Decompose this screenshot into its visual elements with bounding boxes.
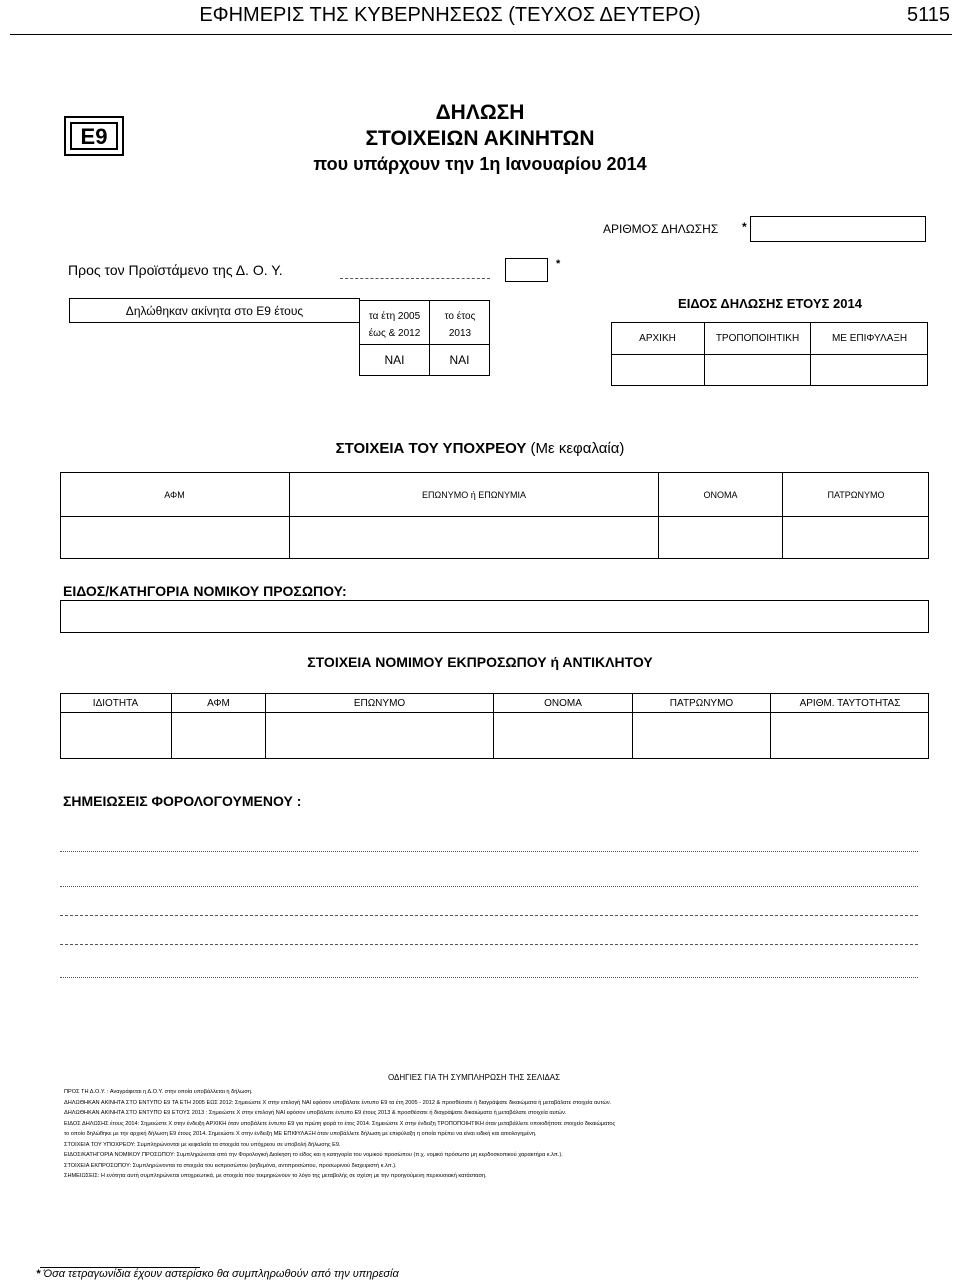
rep-col-capacity: ΙΔΙΟΤΗΤΑ — [92, 697, 139, 709]
notes-area[interactable] — [60, 820, 920, 990]
representative-title: ΣΤΟΙΧΕΙΑ ΝΟΜΙΜΟΥ ΕΚΠΡΟΣΩΠΟΥ ή ΑΝΤΙΚΛΗΤΟΥ — [307, 654, 653, 670]
type-initial-checkbox[interactable] — [612, 356, 703, 385]
declaration-number-field[interactable] — [750, 216, 926, 242]
instructions-title: ΟΔΗΓΙΕΣ ΓΙΑ ΤΗ ΣΥΜΠΛΗΡΩΣΗ ΤΗΣ ΣΕΛΙΔΑΣ — [388, 1073, 561, 1082]
taxpayer-name-field[interactable] — [660, 518, 781, 558]
taxpayer-title-note: (Με κεφαλαία) — [530, 440, 625, 457]
footnote-text: Όσα τετραγωνίδια έχουν αστερίσκο θα συμπληρωθούν από την υπηρεσία — [43, 1268, 399, 1280]
notes-line-1 — [60, 851, 918, 852]
taxpayer-col-father: ΠΑΤΡΩΝΥΜΟ — [827, 489, 885, 500]
tax-office-line[interactable] — [340, 278, 490, 279]
yes-2013-checkbox[interactable]: ΝΑΙ — [449, 353, 470, 367]
yes-2005-2012-checkbox[interactable]: ΝΑΙ — [384, 353, 405, 367]
notes-line-4 — [60, 944, 918, 945]
rep-id-field[interactable] — [772, 714, 928, 758]
addressee-label: Προς τον Προϊστάμενο της Δ. Ο. Υ. — [68, 262, 283, 278]
taxpayer-surname-field[interactable] — [291, 518, 657, 558]
form-title: ΔΗΛΩΣΗ — [435, 101, 525, 124]
instruction-line: ΣΤΟΙΧΕΙΑ ΕΚΠΡΟΣΩΠΟΥ: Συμπληρώνονται τα στοιχεία του εκπροσώπου (κηδεμόνα, αντιπροσώπου, προσωρινού διαχειριστή κ.λπ.). — [64, 1162, 397, 1169]
rep-row-divider — [60, 712, 929, 713]
rep-col-name: ΟΝΟΜΑ — [544, 697, 582, 709]
type-amending-checkbox[interactable] — [705, 356, 809, 385]
instructions-block — [64, 1087, 884, 1182]
rep-capacity-field[interactable] — [62, 714, 170, 758]
rep-col-surname: ΕΠΩΝΥΜΟ — [353, 697, 406, 709]
legal-entity-field[interactable] — [60, 600, 929, 633]
year-2013-line1: το έτος — [444, 311, 476, 322]
instruction-line: ΣΗΜΕΙΩΣΕΙΣ: Η ενότητα αυτή συμπληρώνεται υποχρεωτικά, με στοιχεία που τεκμηριώνουν το λόγο της μεταβολής σε σχέση με την προηγούμενη περιουσιακή κατάσταση. — [64, 1173, 487, 1179]
taxpayer-title: ΣΤΟΙΧΕΙΑ ΤΟΥ ΥΠΟΧΡΕΟΥ — [335, 440, 527, 457]
legal-entity-label: ΕΙΔΟΣ/ΚΑΤΗΓΟΡΙΑ ΝΟΜΙΚΟΥ ΠΡΟΣΩΠΟΥ: — [63, 583, 347, 599]
years-2005-2012-label — [362, 308, 427, 342]
instruction-line: ΕΙΔΟΣ/ΚΑΤΗΓΟΡΙΑ ΝΟΜΙΚΟΥ ΠΡΟΣΩΠΟΥ: Συμπληρώνεται από την Φορολογική Διοίκηση το είδος και η κατηγορία του νομικού προσώπου (π.χ. νομικό πρόσωπο μη κερδοσκοπικού χαρακτήρα κ.λπ.). — [64, 1152, 563, 1158]
instruction-line: ΣΤΟΙΧΕΙΑ ΤΟΥ ΥΠΟΧΡΕΟΥ: Συμπληρώνονται με κεφαλαία τα στοιχεία του υπόχρεου σε υποβολή δήλωσης Ε9. — [64, 1141, 341, 1148]
taxpayer-father-field[interactable] — [784, 518, 928, 558]
rep-name-field[interactable] — [495, 714, 631, 758]
type-option-initial: ΑΡΧΙΚΗ — [639, 333, 676, 344]
rep-col-afm: ΑΦΜ — [207, 697, 230, 709]
taxpayer-section-title — [0, 440, 960, 457]
type-row-divider — [611, 354, 928, 355]
year-2013-label — [431, 308, 489, 342]
years-2005-line2: έως & 2012 — [368, 328, 421, 339]
rep-father-field[interactable] — [634, 714, 769, 758]
page-number: 5115 — [906, 4, 950, 26]
rep-afm-field[interactable] — [173, 714, 264, 758]
taxpayer-afm-field[interactable] — [62, 518, 288, 558]
form-code: E9 — [70, 122, 118, 150]
tax-office-star: * — [556, 258, 561, 270]
type-option-reservation: ΜΕ ΕΠΙΦΥΛΑΞΗ — [831, 333, 908, 344]
instruction-line: ΕΙΔΟΣ ΔΗΛΩΣΗΣ έτους 2014: Σημειώστε Χ στην ένδειξη ΑΡΧΙΚΗ όταν υποβάλετε έντυπο Ε9 για πρώτη φορά το έτος 2014. Σημειώστε Χ στην ένδειξη ΤΡΟΠΟΠΟΙΗΤΙΚΗ όταν μεταβάλλετε οποιοδήποτε στοιχείο δικαιώματος — [64, 1120, 616, 1127]
footnote — [36, 1268, 399, 1280]
form-date-line: που υπάρχουν την 1η Ιανουαρίου 2014 — [313, 154, 647, 174]
instruction-line: το οποίο δηλώθηκε με την αρχική δήλωση Ε9 έτους 2014. Σημειώστε Χ στην ένδειξη ΜΕ ΕΠΙΦΥΛΑΞΗ όταν υποβάλλετε δήλωση με επιφύλαξη η οποία πρέπει να είναι ειδική και αιτιολογημένη. — [64, 1131, 537, 1137]
declared-label-cell — [69, 298, 360, 323]
header-divider — [10, 34, 952, 35]
type-option-amending: ΤΡΟΠΟΠΟΙΗΤΙΚΗ — [715, 333, 800, 344]
years-2005-line1: τα έτη 2005 — [368, 311, 421, 322]
taxpayer-col-afm: ΑΦΜ — [164, 489, 185, 500]
instruction-line: ΠΡΟΣ ΤΗ Δ.Ο.Υ. : Αναγράφεται η Δ.Ο.Υ. στην οποία υποβάλλεται η δήλωση. — [64, 1089, 253, 1095]
declaration-number-label: ΑΡΙΘΜΟΣ ΔΗΛΩΣΗΣ — [603, 222, 719, 236]
notes-line-5 — [60, 977, 918, 978]
type-reservation-checkbox[interactable] — [811, 356, 927, 385]
rep-surname-field[interactable] — [267, 714, 492, 758]
declaration-number-star: * — [742, 220, 747, 234]
notes-line-3 — [60, 915, 918, 916]
tax-office-code-field[interactable] — [505, 258, 548, 282]
gazette-title: ΕΦΗΜΕΡΙΣ ΤΗΣ ΚΥΒΕΡΝΗΣΕΩΣ (ΤΕΥΧΟΣ ΔΕΥΤΕΡΟ) — [199, 4, 701, 26]
declaration-type-title: ΕΙΔΟΣ ΔΗΛΩΣΗΣ ΕΤΟΥΣ 2014 — [678, 296, 862, 311]
notes-label: ΣΗΜΕΙΩΣΕΙΣ ΦΟΡΟΛΟΓΟΥΜΕΝΟΥ : — [63, 793, 302, 809]
form-subtitle: ΣΤΟΙΧΕΙΩΝ ΑΚΙΝΗΤΩΝ — [365, 127, 595, 150]
declared-label: Δηλώθηκαν ακίνητα στο Ε9 έτους — [125, 303, 304, 318]
instruction-line: ΔΗΛΩΘΗΚΑΝ ΑΚΙΝΗΤΑ ΣΤΟ ΕΝΤΥΠΟ Ε9 ΕΤΟΥΣ 2013 : Σημειώστε Χ στην επιλογή ΝΑΙ εφόσον υποβάλατε έντυπο Ε9 έτους 2013 & προσθέσατε ή διαγράψατε δικαιώματα ή μεταβάλατε στοιχεία αυτών. — [64, 1110, 567, 1116]
taxpayer-col-name: ΟΝΟΜΑ — [703, 489, 738, 500]
rep-col-father: ΠΑΤΡΩΝΥΜΟ — [669, 697, 734, 709]
notes-line-2 — [60, 886, 918, 887]
taxpayer-col-surname: ΕΠΩΝΥΜΟ ή ΕΠΩΝΥΜΙΑ — [422, 489, 526, 500]
year-2013-line2: 2013 — [448, 328, 472, 339]
rep-col-id: ΑΡΙΘΜ. ΤΑΥΤΟΤΗΤΑΣ — [799, 697, 901, 709]
footnote-star: * — [36, 1268, 41, 1280]
taxpayer-row-divider — [60, 516, 929, 517]
instruction-line: ΔΗΛΩΘΗΚΑΝ ΑΚΙΝΗΤΑ ΣΤΟ ΕΝΤΥΠΟ Ε9 ΤΑ ΕΤΗ 2005 ΕΩΣ 2012: Σημειώστε Χ στην επιλογή ΝΑΙ εφόσον υποβάλατε έντυπο Ε9 τα έτη 2005 - 2012 & προσθέσατε ή διαγράψατε δικαιώματα ή μεταβάλατε στοιχεία αυτών. — [64, 1099, 612, 1106]
